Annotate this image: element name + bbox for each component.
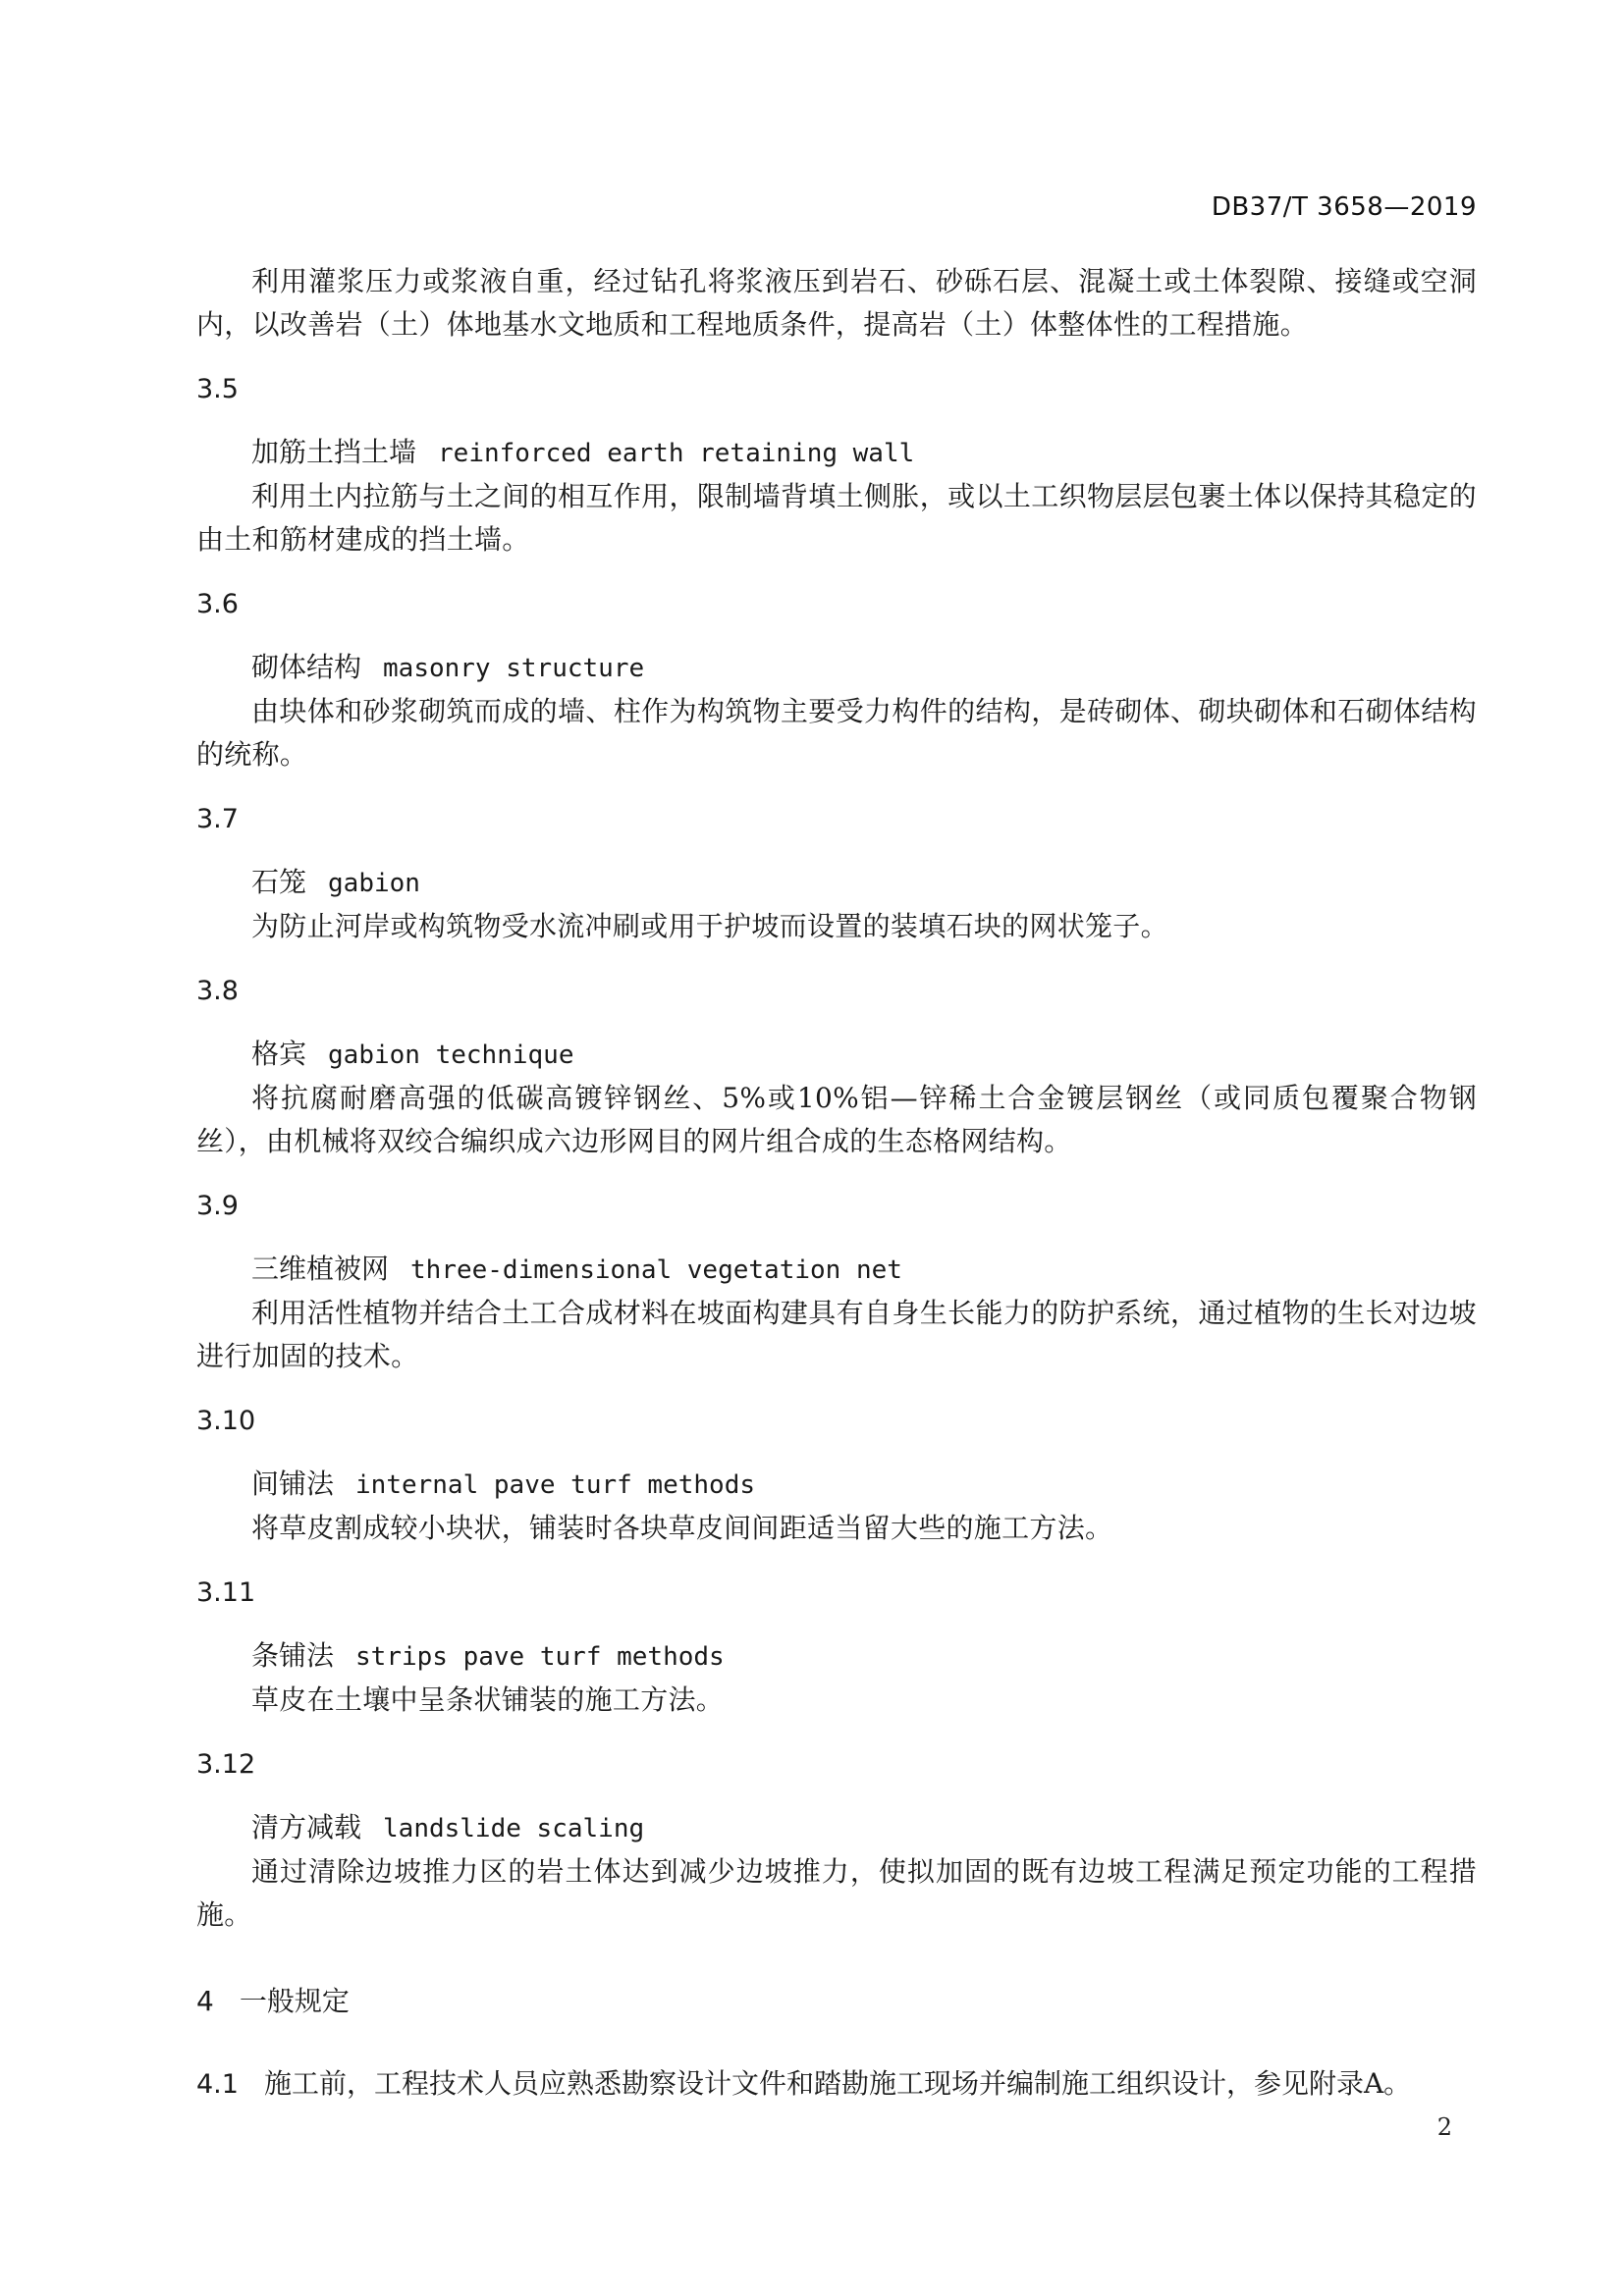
term-english: gabion technique [328,1041,574,1070]
term-chinese: 石笼 [251,866,307,898]
clause-number: 3.8 [196,976,239,1006]
clause-number: 4.1 [196,2069,239,2100]
term-definition: 通过清除边坡推力区的岩土体达到减少边坡推力，使拟加固的既有边坡工程满足预定功能的工程措施。 [196,1855,1477,1931]
term-chinese: 砌体结构 [251,651,362,683]
clause-number: 3.6 [196,589,239,619]
term-english: internal pave turf methods [355,1470,756,1500]
page-content [196,260,1477,2107]
clause-number: 3.5 [196,374,239,404]
term-heading [196,646,1477,690]
term-heading [196,861,1477,905]
term-chinese: 间铺法 [251,1468,335,1500]
clause-number: 3.12 [196,1749,256,1780]
page-number: 2 [1436,2113,1452,2141]
term-chinese: 加筋土挡土墙 [251,436,417,468]
clause-number: 3.10 [196,1406,256,1436]
term-definition: 利用活性植物并结合土工合成材料在坡面构建具有自身生长能力的防护系统，通过植物的生长对边坡进行加固的技术。 [196,1297,1477,1372]
term-heading [196,1806,1477,1850]
clause-text: 施工前，工程技术人员应熟悉勘察设计文件和踏勘施工现场并编制施工组织设计，参见附录A。 [263,2067,1412,2100]
intro-paragraph: 利用灌浆压力或浆液自重，经过钻孔将浆液压到岩石、砂砾石层、混凝土或土体裂隙、接缝或空洞内，以改善岩（土）体地基水文地质和工程地质条件，提高岩（土）体整体性的工程措施。 [196,265,1477,341]
section-title: 一般规定 [239,1985,350,2017]
term-english: reinforced earth retaining wall [438,439,915,468]
term-english: strips pave turf methods [355,1642,725,1672]
term-entry [196,583,1477,776]
term-english: gabion [328,869,420,898]
term-heading [196,1033,1477,1077]
term-definition: 由块体和砂浆砌筑而成的墙、柱作为构筑物主要受力构件的结构，是砖砌体、砌块砌体和石砌体结构的统称。 [196,695,1477,771]
term-entry [196,368,1477,561]
term-entry [196,1743,1477,1937]
term-definition: 将抗腐耐磨高强的低碳高镀锌钢丝、5%或10%铝—锌稀土合金镀层钢丝（或同质包覆聚合物钢丝），由机械将双绞合编织成六边形网目的网片组合成的生态格网结构。 [196,1082,1477,1157]
term-english: landslide scaling [383,1814,645,1843]
term-heading [196,1634,1477,1679]
section-number: 4 [196,1985,214,2017]
term-chinese: 格宾 [251,1038,307,1070]
clause-number: 3.11 [196,1577,256,1608]
clause-number: 3.9 [196,1191,239,1221]
term-entry [196,1185,1477,1378]
term-chinese: 清方减载 [251,1811,362,1843]
term-entry [196,798,1477,948]
term-definition: 草皮在土壤中呈条状铺装的施工方法。 [251,1683,725,1716]
term-entry [196,1400,1477,1550]
term-entry [196,1572,1477,1722]
term-chinese: 条铺法 [251,1639,335,1672]
clause-number: 3.7 [196,804,239,834]
term-definition: 利用土内拉筋与土之间的相互作用，限制墙背填土侧胀，或以土工织物层层包裹土体以保持其稳定的由土和筋材建成的挡土墙。 [196,480,1477,556]
document-code: DB37/T 3658—2019 [1211,192,1477,222]
section-heading [196,1980,1477,2023]
clause-paragraph [196,2062,1477,2107]
term-definition: 将草皮割成较小块状，铺装时各块草皮间间距适当留大些的施工方法。 [251,1512,1113,1544]
term-english: masonry structure [383,654,645,683]
term-chinese: 三维植被网 [251,1253,390,1285]
term-definition: 为防止河岸或构筑物受水流冲刷或用于护坡而设置的装填石块的网状笼子。 [251,910,1168,942]
term-heading [196,1463,1477,1507]
term-heading [196,431,1477,475]
term-heading [196,1248,1477,1292]
term-english: three-dimensional vegetation net [410,1255,902,1285]
term-entry [196,970,1477,1163]
